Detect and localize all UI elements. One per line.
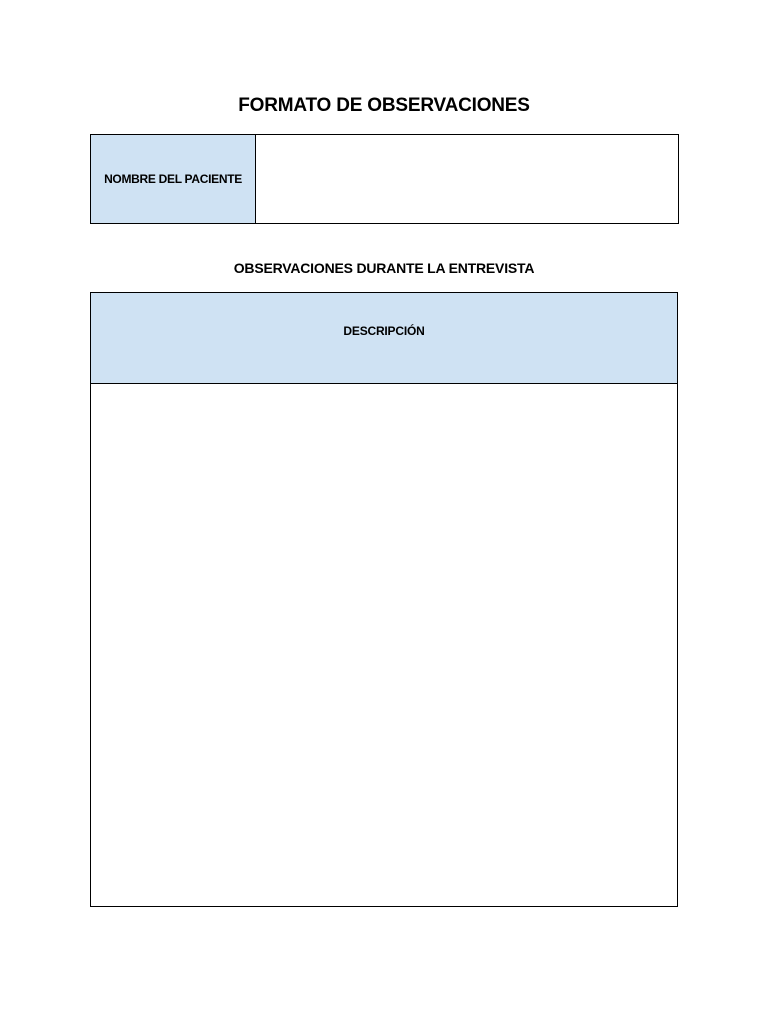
patient-name-label: NOMBRE DEL PACIENTE — [91, 135, 256, 223]
page-title: FORMATO DE OBSERVACIONES — [238, 95, 530, 116]
patient-name-table — [90, 134, 679, 224]
patient-name-field[interactable] — [256, 135, 678, 223]
description-field[interactable] — [91, 384, 677, 906]
observations-section-title: OBSERVACIONES DURANTE LA ENTREVISTA — [233, 260, 535, 276]
description-header: DESCRIPCIÓN — [91, 293, 677, 384]
observations-table — [90, 292, 678, 907]
